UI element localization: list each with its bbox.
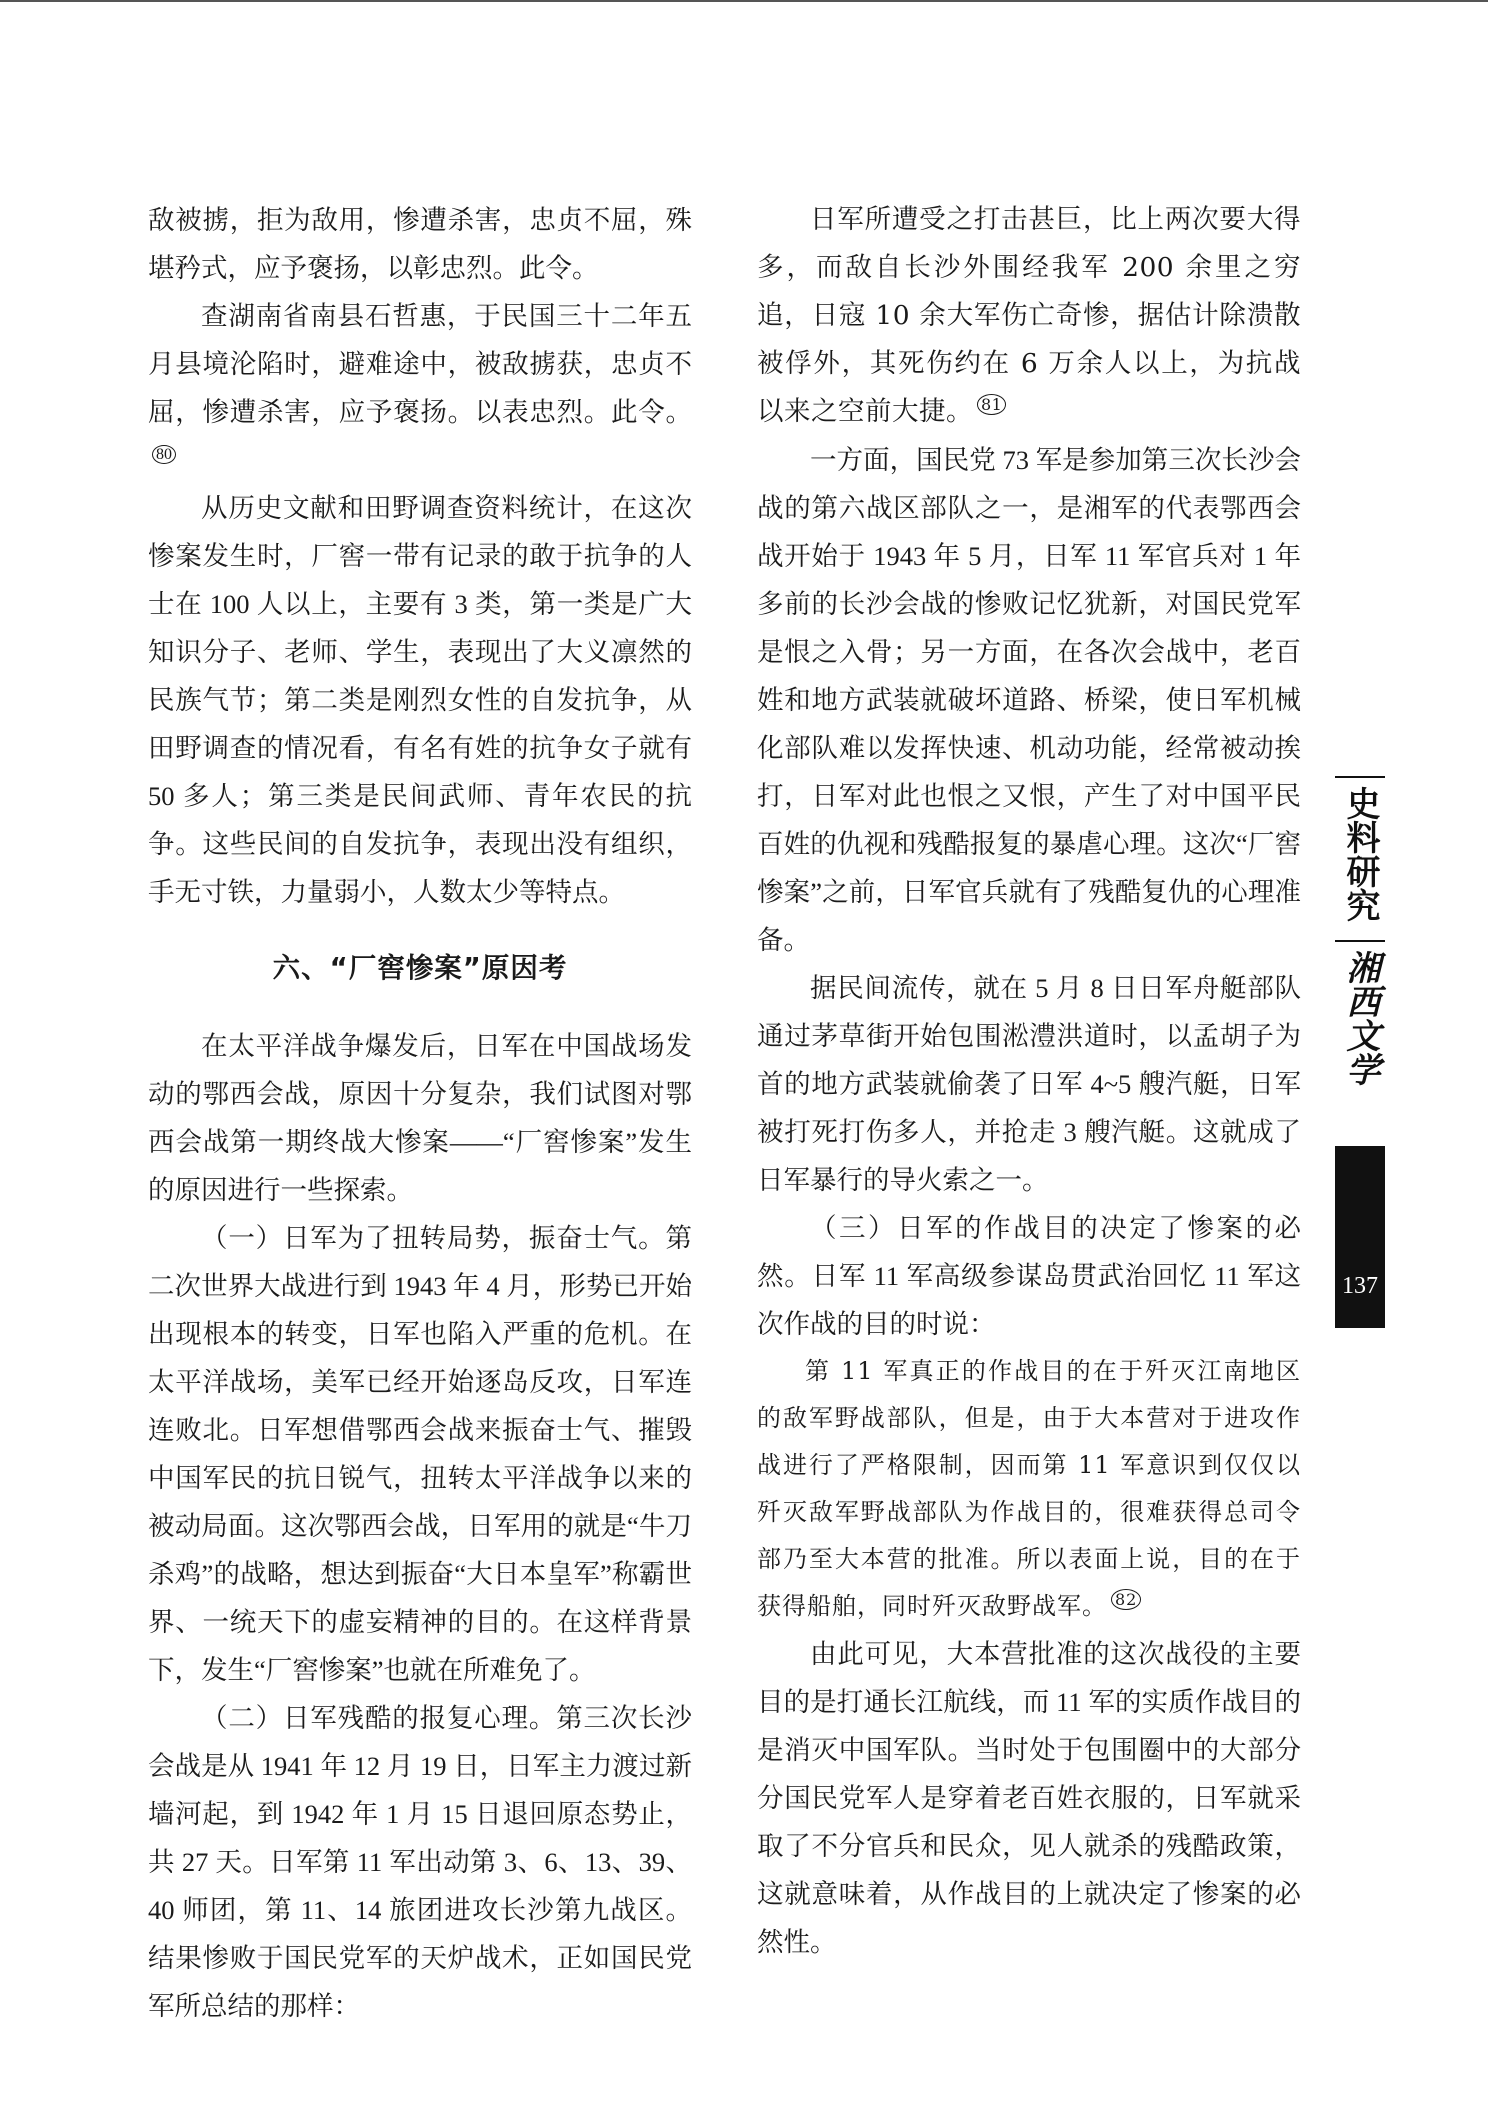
footnote-marker: 82 [1111,1589,1141,1610]
paragraph-commendation [148,292,692,484]
footnote-marker: 81 [977,394,1006,415]
footnote-marker: 80 [152,445,176,464]
block-quote-2-text: 第 11 军真正的作战目的在于歼灭江南地区的敌军野战部队，但是，由于大本营对于进攻作战进行了严格限制，因而第 11 军意识到仅仅以歼灭敌军野战部队为作战目的，很难获得总司令部乃至大本营的批准。所以表面上说，目的在于获得船舶，同时歼灭敌野战军。 [757,1357,1301,1620]
section-label: 史料研究 [1340,786,1380,922]
tab-rule-top [1335,776,1385,778]
paragraph-folk-account: 据民间流传，就在 5 月 8 日日军舟艇部队通过茅草街开始包围淞澧洪道时，以孟胡子为首的地方武装就偷袭了日军 4~5 艘汽艇，日军被打死打伤多人，并抢走 3 艘汽艇。这就成了日军暴行的导火索之一。 [757,973,1301,1195]
paragraph-reason-2: （二）日军残酷的报复心理。第三次长沙会战是从 1941 年 12 月 19 日，日军主力渡过新墙河起，到 1942 年 1 月 15 日退回原态势止，共 27 天。日军第 11 军出动第 3、6、13、39、40 师团，第 11、14 旅团进攻长沙第九战区。结果惨败于国民党军的天炉战术，正如国民党军所总结的那样： [148,1703,692,2021]
tab-rule-middle [1335,940,1385,942]
journal-name: 湘西文学 [1340,950,1380,1086]
section-tab [1335,776,1385,1106]
paragraph-revenge: 一方面，国民党 73 军是参加第三次长沙会战的第六战区部队之一，是湘军的代表鄂西会战开始于 1943 年 5 月，日军 11 军官兵对 1 年多前的长沙会战的惨败记忆犹新，对国民党军是恨之入骨；另一方面，在各次会战中，老百姓和地方武装就破坏道路、桥梁，使日军机械化部队难以发挥快速、机动功能，经常被动挨打，日军对此也恨之又恨，产生了对中国平民百姓的仇视和残酷报复的暴虐心理。这次“厂窖惨案”之前，日军官兵就有了残酷复仇的心理准备。 [757,445,1301,955]
paragraph-intro: 在太平洋战争爆发后，日军在中国战场发动的鄂西会战，原因十分复杂，我们试图对鄂西会战第一期终战大惨案——“厂窖惨案”发生的原因进行一些探索。 [148,1031,692,1205]
paragraph-commendation-text: 查湖南省南县石哲惠，于民国三十二年五月县境沦陷时，避难途中，被敌掳获，忠贞不屈，惨遭杀害，应予褒扬。以表忠烈。此令。 [148,301,692,427]
top-border-line [0,0,1488,2]
section-heading: 六、“厂窖惨案”原因考 [272,952,568,984]
block-quote-1 [757,196,1301,436]
page-number: 137 [1342,1273,1378,1299]
paragraph-statistics: 从历史文献和田野调查资料统计，在这次惨案发生时，厂窖一带有记录的敢于抗争的人士在 100 人以上，主要有 3 类，第一类是广大知识分子、老师、学生，表现出了大义凛然的民族气节；第二类是刚烈女性的自发抗争，从田野调查的情况看，有名有姓的抗争女子就有 50 多人；第三类是民间武师、青年农民的抗争。这些民间的自发抗争，表现出没有组织，手无寸铁，力量弱小，人数太少等特点。 [148,493,692,907]
block-quote-1-text: 日军所遭受之打击甚巨，比上两次要大得多，而敌自长沙外围经我军 200 余里之穷追，日寇 10 余大军伤亡奇惨，据估计除溃散被俘外，其死伤约在 6 万余人以上，为抗战以来之空前大捷。 [757,204,1301,427]
paragraph-reason-3: （三）日军的作战目的决定了惨案的必然。日军 11 军高级参谋岛贯武治回忆 11 军这次作战的目的时说： [757,1213,1301,1339]
block-quote-2 [757,1348,1301,1630]
paragraph-continued: 敌被掳，拒为敌用，惨遭杀害，忠贞不屈，殊堪矜式，应予褒扬，以彰忠烈。此令。 [148,205,692,283]
paragraph-reason-1: （一）日军为了扭转局势，振奋士气。第二次世界大战进行到 1943 年 4 月，形势已开始出现根本的转变，日军也陷入严重的危机。在太平洋战场，美军已经开始逐岛反攻，日军连连败北。日军想借鄂西会战来振奋士气、摧毁中国军民的抗日锐气，扭转太平洋战争以来的被动局面。这次鄂西会战，日军用的就是“牛刀杀鸡”的战略，想达到振奋“大日本皇军”称霸世界、一统天下的虚妄精神的目的。在这样背景下，发生“厂窖惨案”也就在所难免了。 [148,1223,692,1685]
paragraph-conclusion: 由此可见，大本营批准的这次战役的主要目的是打通长江航线，而 11 军的实质作战目的是消灭中国军队。当时处于包围圈中的大部分分国民党军人是穿着老百姓衣服的，日军就采取了不分官兵和民众，见人就杀的残酷政策，这就意味着，从作战目的上就决定了惨案的必然性。 [757,1639,1301,1957]
right-column [757,196,1301,1966]
left-column [148,196,692,2030]
